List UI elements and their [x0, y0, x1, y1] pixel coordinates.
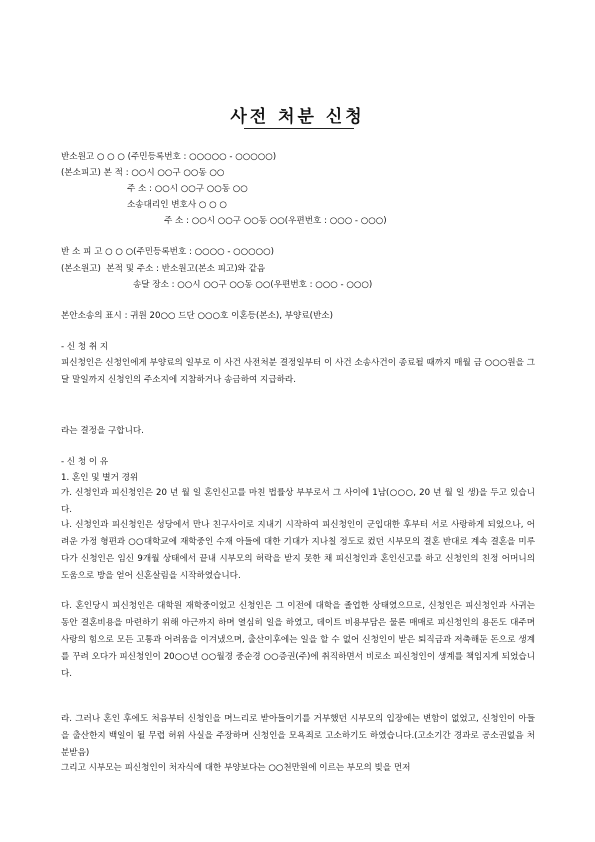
purpose-closing: 라는 결정을 구합니다.: [61, 426, 144, 436]
section1-heading: 1. 혼인 및 별거 경위: [61, 473, 139, 483]
plaintiff-address-line: 주 소 : ○○시 ○○구 ○○동 ○○: [127, 184, 248, 194]
defendant-service-line: 송달 장소 : ○○시 ○○구 ○○동 ○○(우편번호 : ○○○ - ○○○): [133, 280, 373, 290]
plaintiff-attorney-line: 소송대리인 변호사 ○ ○ ○: [127, 200, 227, 210]
paragraph-na: 나. 신청인과 피신청인은 성당에서 만나 친구사이로 지내기 시작하여 피신청인이 군입대한 후부터 서로 사랑하게 되었으나, 어려운 가정 형편과 ○○대학교에 재학중인 수재 아들에 대한 기대가 지나칠 정도로 컸던 시부모의 결혼 반대로 계속 결혼을 미루다가 신청인은 임신 9개월 상태에서 끝내 시부모의 허락을 받지 못한 채 피신청인과 혼인신고를 하고 신청인의 친정 어머니의 도움으로 방을 얻어 신혼살림을 시작하였습니다.: [61, 520, 535, 581]
plaintiff-line: 반소원고 ○ ○ ○ (주민등록번호 : ○○○○○ - ○○○○○): [61, 152, 277, 162]
attorney-address-line: 주 소 : ○○시 ○○구 ○○동 ○○(우편번호 : ○○○ - ○○○): [164, 216, 387, 226]
paragraph-ra: 라. 그러나 혼인 후에도 처음부터 신청인을 며느리로 받아들이기를 거부했던 시부모의 입장에는 변함이 없었고, 신청인이 아들을 출산한지 백일이 될 무렵 허위 사실을 주장하며 신청인을 모욕죄로 고소하기도 하였습니다.(고소기간 경과로 공소권없음 처분받음): [61, 714, 535, 758]
paragraph-last: 그리고 시부모는 피신청인이 처자식에 대한 부양보다는 ○○천만원에 이르는 부모의 빚을 먼저: [61, 763, 411, 773]
title-underline: [244, 128, 354, 129]
purpose-heading: - 신 청 취 지: [61, 342, 109, 352]
paragraph-ga: 가. 신청인과 피신청인은 20 년 월 일 혼인신고를 마친 법률상 부부로서 그 사이에 1남(○○○, 20 년 월 일 생)을 두고 있습니다.: [61, 488, 535, 515]
reasons-heading: - 신 청 이 유: [61, 457, 109, 467]
document-title: 사전 처분 신청: [230, 107, 365, 127]
defendant-line: 반 소 피 고 ○ ○ ○(주민등록번호 : ○○○○ - ○○○○○): [61, 247, 275, 257]
plaintiff-role-line: (본소피고) 본 적 : ○○시 ○○구 ○○동 ○○: [61, 168, 225, 178]
main-case-line: 본안소송의 표시 : 귀원 20○○ 드단 ○○○호 이혼등(본소), 부양료(반소): [61, 311, 333, 321]
paragraph-da: 다. 혼인당시 피신청인은 대학원 재학중이었고 신청인은 그 이전에 대학을 졸업한 상태였으므로, 신청인은 피신청인과 사귀는 동안 결혼비용을 마련하기 위해 아근까지 하며 열심히 일을 하였고, 데이트 비용부담은 물론 매매로 피신청인의 용돈도 대주며 사랑의 힘으로 모든 고통과 어려움을 이겨냈으며, 출산이후에는 일을 할 수 없어 신청인이 받은 퇴직금과 저축해둔 돈으로 생계를 꾸려 오다가 피신청인이 20○○년 ○○월경 중순경 ○○증권(주)에 취직하면서 비로소 피신청인이 생계를 책임지게 되었습니다.: [61, 601, 535, 679]
purpose-text: 피신청인은 신청인에게 부양료의 일부로 이 사건 사전처분 결정일부터 이 사건 소송사건이 종료될 때까지 매월 금 ○○○원을 그 달 말일까지 신청인의 주소지에 지참하거나 송금하여 지급하라.: [61, 358, 535, 385]
defendant-domicile-line: (본소원고) 본적 및 주소 : 반소원고(본소 피고)와 같음: [61, 264, 266, 274]
